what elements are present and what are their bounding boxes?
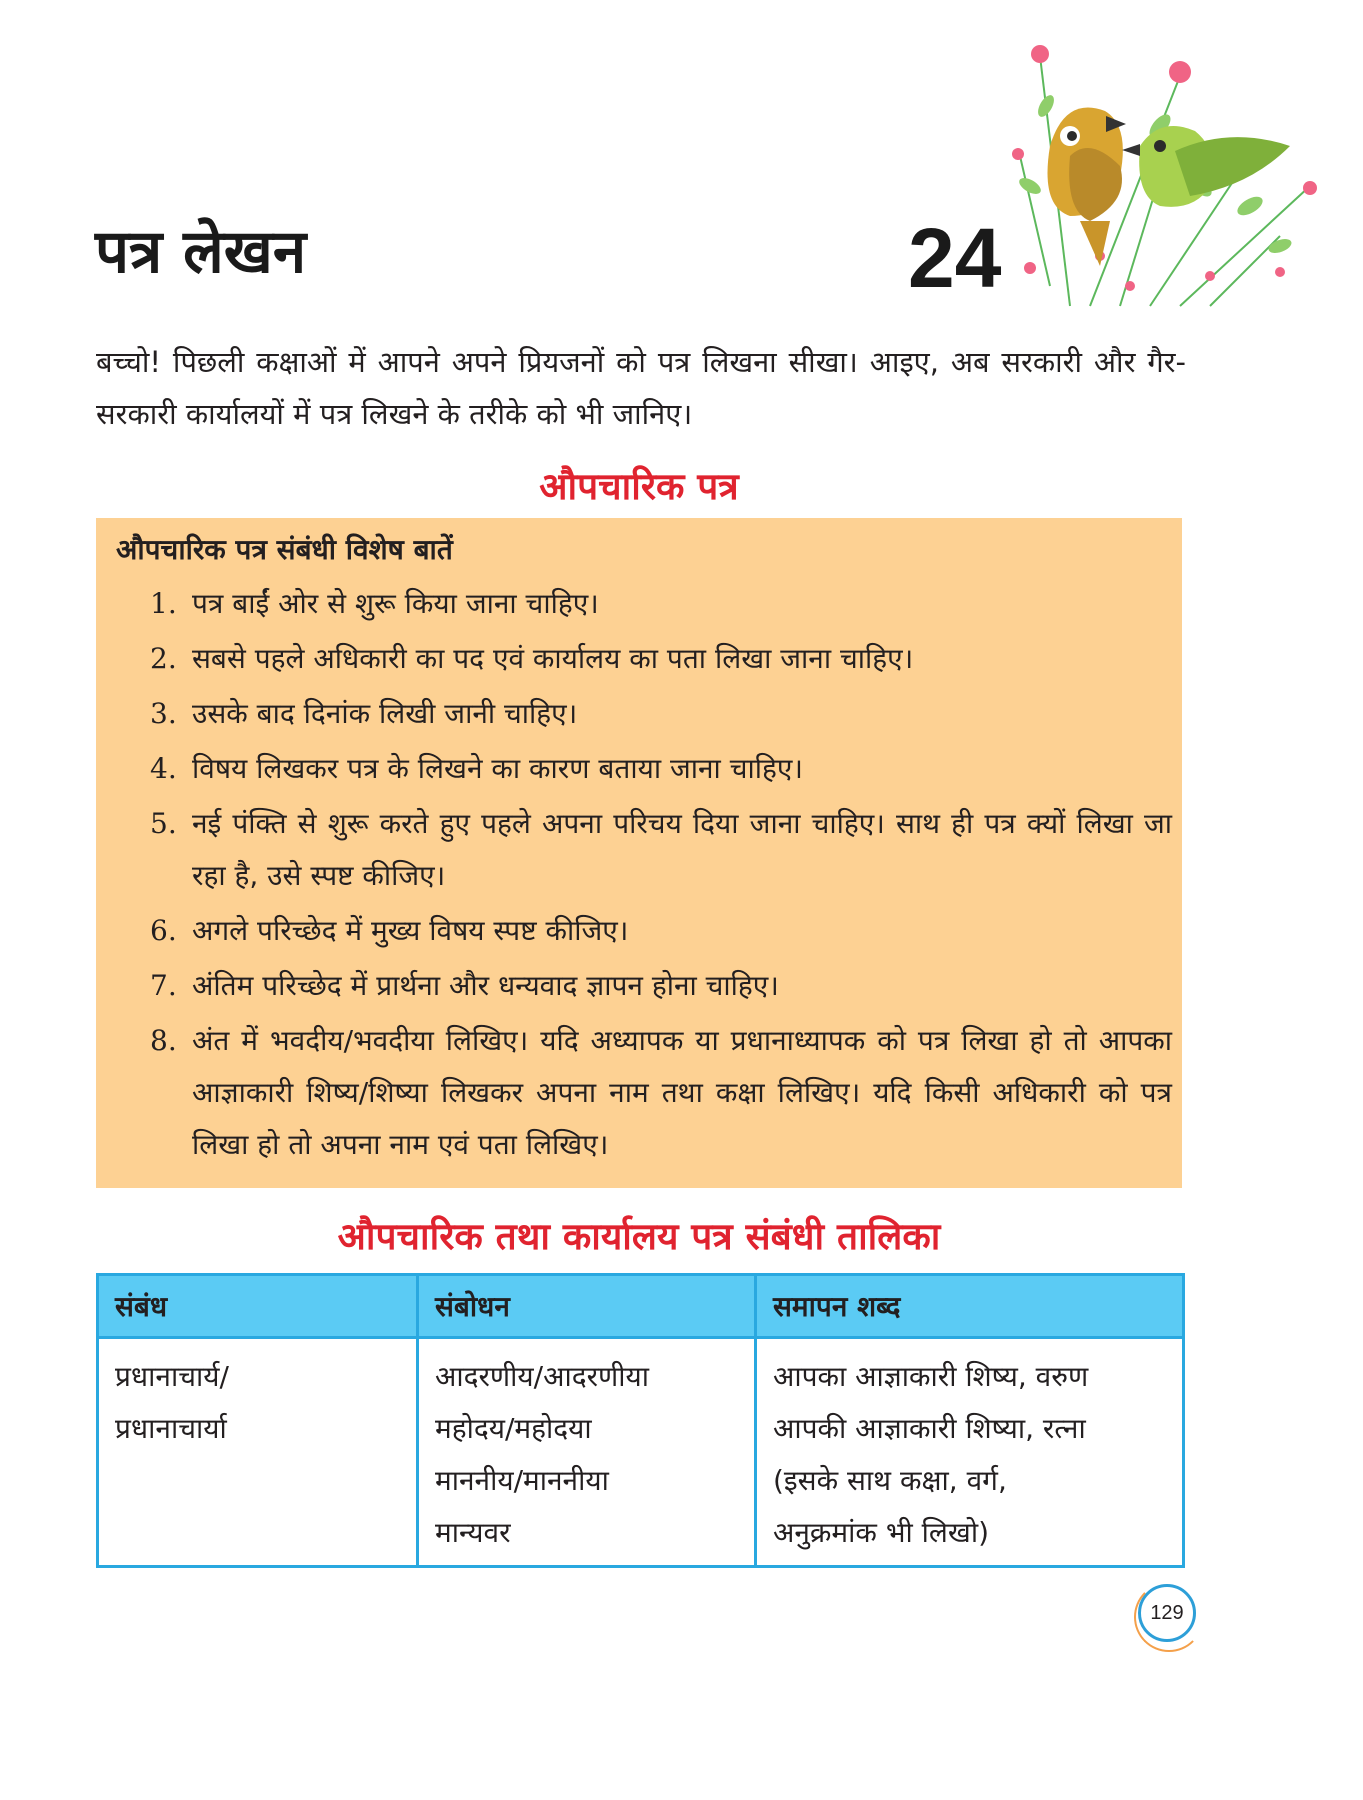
intro-paragraph: बच्चो! पिछली कक्षाओं में आपने अपने प्रियजनों को पत्र लिखना सीखा। आइए, अब सरकारी और गैर-सरकारी कार्यालयों में पत्र लिखने के तरीके को भी जानिए। [96,345,1186,431]
list-item-number: 5. [150,807,177,840]
list-item [106,578,1172,630]
page-title: पत्र लेखन [95,217,307,287]
list-item-text: नई पंक्ति से शुरू करते हुए पहले अपना परिचय दिया जाना चाहिए। साथ ही पत्र क्यों लिखा जा रहा है, उसे स्पष्ट कीजिए। [192,807,1172,892]
list-item-number: 2. [150,642,177,675]
column-header-closing: समापन शब्द [756,1275,1184,1338]
cell-relation [98,1338,418,1567]
cell-closing [756,1338,1184,1567]
table-heading: औपचारिक तथा कार्यालय पत्र संबंधी तालिका [337,1215,941,1258]
salutation-table [96,1273,1185,1568]
column-header-relation: संबंध [98,1275,418,1338]
column-header-salutation: संबोधन [418,1275,756,1338]
list-item-text: विषय लिखकर पत्र के लिखने का कारण बताया जाना चाहिए। [192,752,803,785]
salutation-table-wrapper [96,1273,1182,1568]
list-item-text: अंत में भवदीय/भवदीया लिखिए। यदि अध्यापक या प्रधानाध्यापक को पत्र लिखा हो तो आपका आज्ञाकारी शिष्य/शिष्या लिखकर अपना नाम तथा कक्षा लिखिए। यदि किसी अधिकारी को पत्र लिखा हो तो अपना नाम एवं पता लिखिए। [192,1024,1172,1161]
formal-letter-guidelines-box [96,518,1182,1188]
guidelines-list [106,578,1172,1171]
list-item-text: सबसे पहले अधिकारी का पद एवं कार्यालय का पता लिखा जाना चाहिए। [192,642,914,675]
cell-salutation [418,1338,756,1567]
page-number-badge: 129 [1138,1584,1196,1642]
list-item [106,960,1172,1012]
list-item-number: 3. [150,697,177,730]
table-row [98,1338,1184,1567]
cell-line: महोदय/महोदया [435,1412,592,1445]
guidelines-heading: औपचारिक पत्र संबंधी विशेष बातें [116,533,453,566]
cell-line: आपकी आज्ञाकारी शिष्या, रत्ना [773,1412,1086,1445]
table-header-row [98,1275,1184,1338]
list-item-number: 6. [150,914,177,947]
list-item [106,743,1172,795]
list-item-number: 7. [150,969,177,1002]
birds-illustration [1010,36,1320,316]
cell-line: आपका आज्ञाकारी शिष्य, वरुण [773,1360,1089,1393]
list-item [106,688,1172,740]
cell-line: मान्यवर [435,1516,511,1549]
formal-letter-heading: औपचारिक पत्र [539,465,739,508]
list-item [106,633,1172,685]
list-item-text: पत्र बाईं ओर से शुरू किया जाना चाहिए। [192,587,599,620]
list-item-text: अगले परिच्छेद में मुख्य विषय स्पष्ट कीजिए। [192,914,629,947]
cell-line: प्रधानाचार्य/ [115,1360,229,1393]
list-item-number: 8. [150,1024,177,1057]
cell-line: अनुक्रमांक भी लिखो) [773,1516,989,1549]
list-item-text: उसके बाद दिनांक लिखी जानी चाहिए। [192,697,578,730]
list-item [106,905,1172,957]
list-item-text: अंतिम परिच्छेद में प्रार्थना और धन्यवाद ज्ञापन होना चाहिए। [192,969,779,1002]
list-item-number: 1. [150,587,177,620]
cell-line: प्रधानाचार्या [115,1412,227,1445]
cell-line: (इसके साथ कक्षा, वर्ग, [773,1464,1007,1497]
cell-line: माननीय/माननीया [435,1464,609,1497]
list-item [106,798,1172,902]
chapter-number: 24 [908,211,1002,305]
list-item-number: 4. [150,752,177,785]
list-item [106,1015,1172,1171]
cell-line: आदरणीय/आदरणीया [435,1360,650,1393]
